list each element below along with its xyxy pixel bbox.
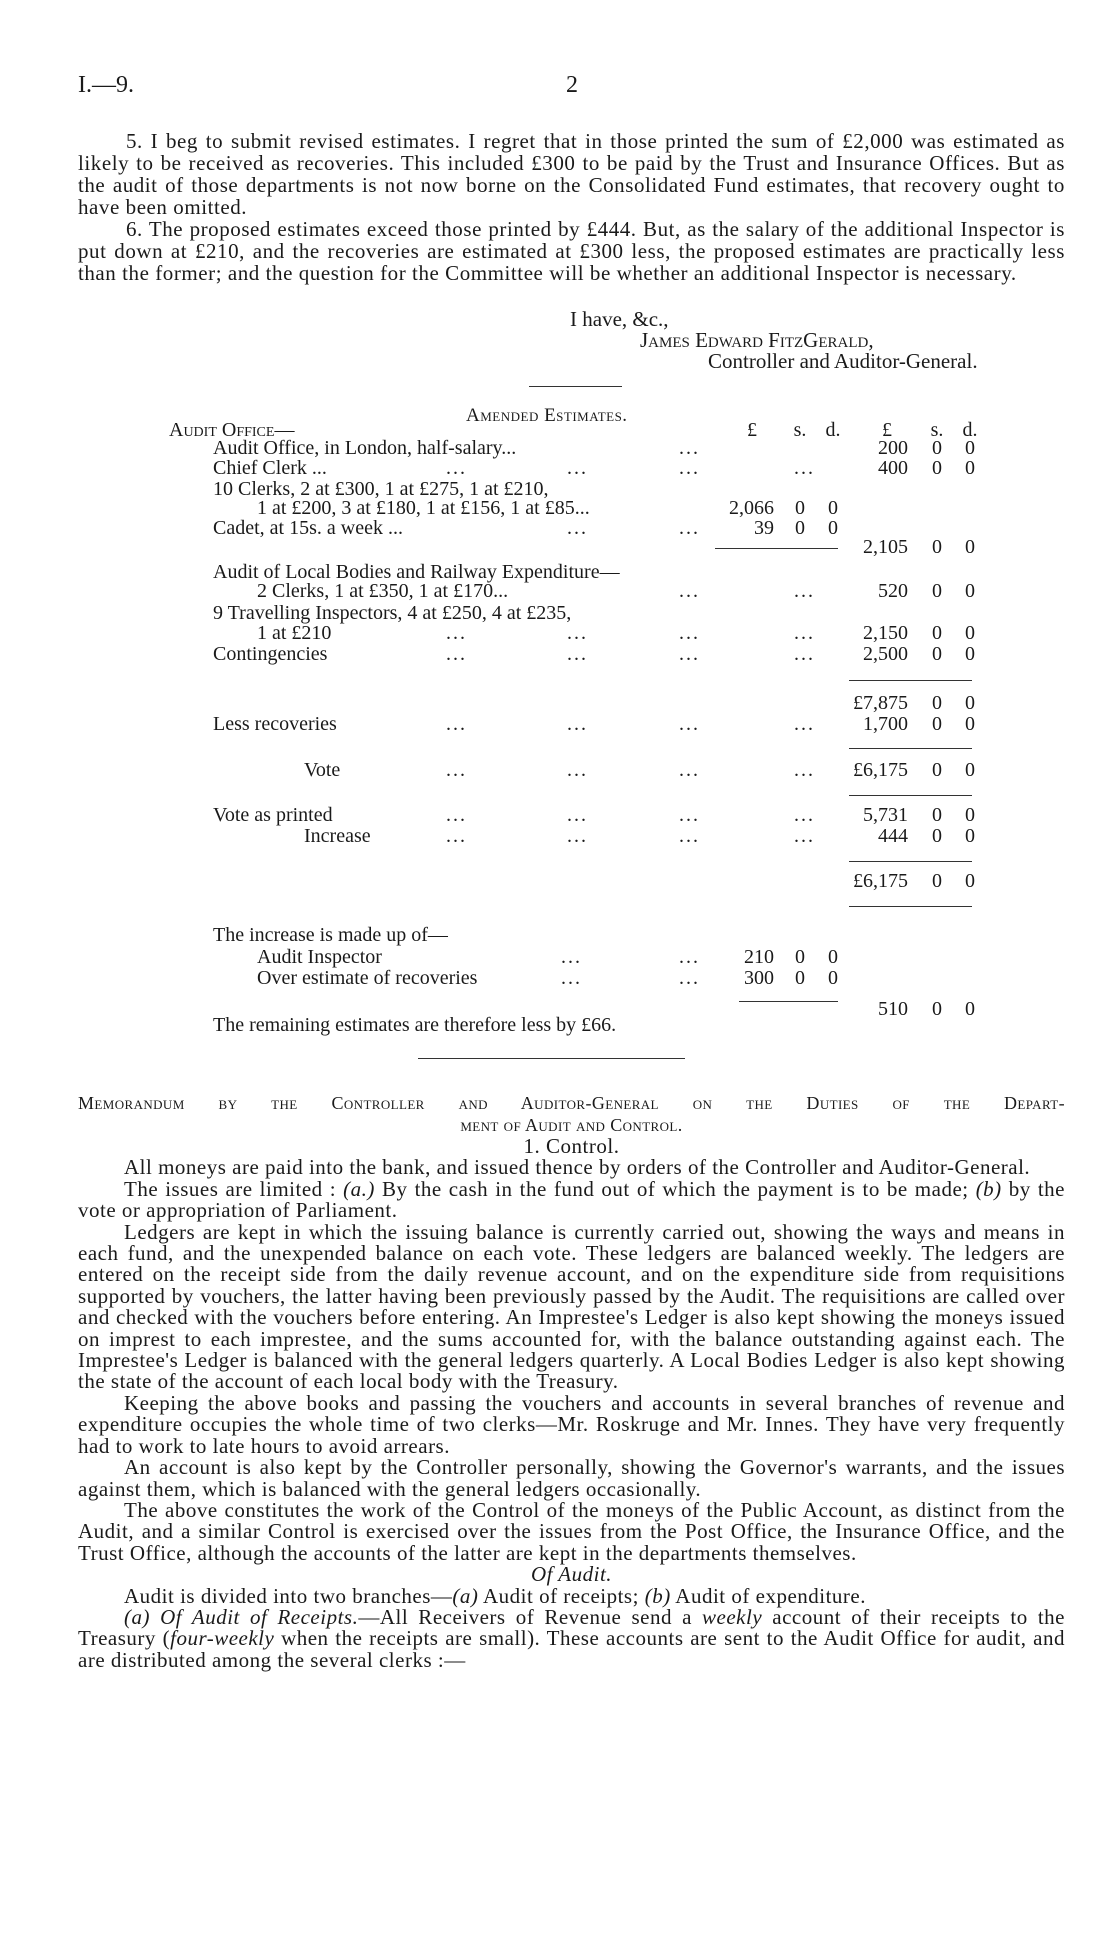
leader-dots: ... — [567, 713, 588, 735]
row-label: Audit Inspector — [257, 946, 382, 968]
leader-dots: ... — [794, 713, 815, 735]
table-row — [0, 438, 1114, 459]
table-row — [0, 826, 1114, 847]
row-label: Less recoveries — [213, 713, 337, 735]
text: The issues are limited : — [124, 1176, 344, 1201]
leader-dots: ... — [446, 643, 467, 665]
signatory-name: James Edward FitzGerald, — [640, 328, 874, 352]
leader-dots: ... — [679, 825, 700, 847]
text: by the vote or appropriation of Parliament. — [78, 1176, 1065, 1223]
table-row — [0, 871, 1114, 892]
leader-dots: ... — [561, 967, 582, 989]
leader-dots: ... — [794, 643, 815, 665]
letter-body — [78, 130, 1065, 284]
amount-shillings-outer: 0 — [932, 692, 942, 714]
leader-dots: ... — [679, 580, 700, 602]
table-row — [0, 458, 1114, 479]
row-label: Chief Clerk ... — [213, 457, 327, 479]
table-row — [0, 562, 1114, 583]
subtotal-rule — [739, 1001, 838, 1002]
amount-pence-outer: 0 — [965, 536, 975, 558]
text: Ledgers are kept in which the issuing balance is currently carried out, showing the ways and means in each fund, and the unexpended balance on each vote. These ledgers are balanced weekly. The ledgers are entered on the receipt side from the daily revenue account, and on the expenditure side from requisitions supported by vouchers, the latter having been previously passed by the Audit. The requisitions are called over and checked with the vouchers before entering. An Imprestee's Ledger is also kept showing the moneys issued on imprest to each imprestee, and the sums accounted for, with the balance outstanding against each. The Imprestee's Ledger is balanced with the general ledgers quarterly. A Local Bodies Ledger is also kept showing the state of the account of each local body with the Treasury. — [78, 1219, 1065, 1394]
leader-dots: ... — [794, 622, 815, 644]
amount-pence-outer: 0 — [965, 692, 975, 714]
table-row — [0, 714, 1114, 735]
table-row — [0, 968, 1114, 989]
table-row — [0, 623, 1114, 644]
table-row — [0, 760, 1114, 781]
row-label: Increase — [304, 825, 371, 847]
row-label: 1 at £210 — [257, 622, 332, 644]
leader-dots: ... — [794, 457, 815, 479]
paragraph-5: 5. I beg to submit revised estimates. I regret that in those printed the sum of £2,000 was estimated as likely to be received as recoveries. This included £300 to be paid by the Trust and Insurance Offices. But as the audit of those departments is not now borne on the Consolidated Fund estimates, that recovery ought to have been omitted. — [78, 129, 1065, 219]
amount-pounds-outer: £6,175 — [853, 759, 908, 781]
row-label: 10 Clerks, 2 at £300, 1 at £275, 1 at £210, — [213, 478, 549, 500]
memorandum-paragraph — [78, 1219, 1065, 1394]
leader-dots: ... — [567, 759, 588, 781]
amount-pence-inner: 0 — [828, 497, 838, 519]
leader-dots: ... — [679, 437, 700, 459]
memorandum-paragraph — [78, 1457, 1065, 1500]
amount-pence-outer: 0 — [965, 759, 975, 781]
italic-text: Of Audit. — [530, 1562, 613, 1587]
amount-pounds-outer: 2,105 — [863, 536, 908, 558]
table-row — [0, 518, 1114, 539]
leader-dots: ... — [446, 457, 467, 479]
amount-pence-outer: 0 — [965, 580, 975, 602]
text: 1. Control. — [523, 1134, 620, 1158]
leader-dots: ... — [446, 622, 467, 644]
amount-pounds-outer: 520 — [878, 580, 908, 602]
row-label: 9 Travelling Inspectors, 4 at £250, 4 at £235, — [213, 602, 572, 624]
amount-pounds-inner: 210 — [744, 946, 774, 968]
closing: I have, &c., — [570, 307, 669, 331]
amount-pounds-inner: 39 — [754, 517, 774, 539]
leader-dots: ... — [679, 759, 700, 781]
italic-text: (a) — [452, 1583, 479, 1608]
italic-text: weekly — [702, 1604, 763, 1629]
memorandum-heading-line2: ment of Audit and Control. — [460, 1115, 683, 1135]
table-row — [0, 498, 1114, 519]
table-row — [0, 805, 1114, 826]
col-header-shillings-2: s. — [930, 419, 944, 441]
memorandum-heading-line1: Memorandum by the Controller and Auditor-General on the Duties of the Depart- — [78, 1093, 1065, 1113]
table-row — [0, 603, 1114, 624]
amount-shillings-inner: 0 — [795, 967, 805, 989]
italic-text: four-weekly — [170, 1626, 275, 1651]
amount-pounds-outer: 510 — [878, 998, 908, 1020]
row-label: Audit of Local Bodies and Railway Expenditure— — [213, 561, 620, 583]
text: An account is also kept by the Controller personally, showing the Governor's warrants, and the issues against them, which is balanced with the general ledgers occasionally. — [78, 1455, 1065, 1501]
col-header-pence-1: d. — [825, 419, 841, 441]
italic-text: (a.) — [343, 1176, 375, 1201]
text: Audit is divided into two branches— — [124, 1583, 453, 1608]
text: —All Receivers of Revenue send a — [358, 1604, 703, 1629]
leader-dots: ... — [567, 457, 588, 479]
amount-shillings-outer: 0 — [932, 804, 942, 826]
amount-pounds-inner: 300 — [744, 967, 774, 989]
amount-pence-inner: 0 — [828, 517, 838, 539]
amount-shillings-inner: 0 — [795, 517, 805, 539]
amount-pence-outer: 0 — [965, 643, 975, 665]
leader-dots: ... — [679, 622, 700, 644]
amount-pounds-inner: 2,066 — [729, 497, 774, 519]
amount-shillings-outer: 0 — [932, 580, 942, 602]
amount-pounds-outer: 1,700 — [863, 713, 908, 735]
divider — [529, 386, 622, 387]
leader-dots: ... — [567, 825, 588, 847]
amount-pence-outer: 0 — [965, 457, 975, 479]
amount-pence-outer: 0 — [965, 804, 975, 826]
text: Audit of receipts; — [478, 1583, 645, 1608]
row-label: Audit Office, in London, half-salary... — [213, 437, 517, 459]
row-label: Contingencies — [213, 643, 328, 665]
paragraph-6: 6. The proposed estimates exceed those printed by £444. But, as the salary of the additional Inspector is put down at £210, and the recoveries are estimated at £300 less, the proposed estimates are practically less than the former; and the question for the Committee will be whether an additional Inspector is necessary. — [78, 217, 1065, 285]
text: Keeping the above books and passing the vouchers and accounts in several branches of revenue and expenditure occupies the whole time of two clerks—Mr. Roskruge and Mr. Innes. They have very frequently had to work to late hours to avoid arrears. — [78, 1390, 1065, 1458]
leader-dots: ... — [679, 967, 700, 989]
amount-pence-outer: 0 — [965, 713, 975, 735]
leader-dots: ... — [794, 825, 815, 847]
amount-pounds-outer: £7,875 — [853, 692, 908, 714]
memorandum-paragraph — [78, 1604, 1066, 1672]
leader-dots: ... — [446, 759, 467, 781]
memorandum-paragraph — [78, 1176, 1065, 1223]
amount-shillings-outer: 0 — [932, 713, 942, 735]
row-label: The remaining estimates are therefore less by £66. — [213, 1014, 617, 1036]
italic-text: (b) — [644, 1583, 671, 1608]
row-label: Vote — [304, 759, 341, 781]
amount-pence-outer: 0 — [965, 998, 975, 1020]
amount-pence-outer: 0 — [965, 870, 975, 892]
amount-shillings-outer: 0 — [932, 457, 942, 479]
memorandum-heading — [78, 1093, 1065, 1137]
text: The above constitutes the work of the Control of the moneys of the Public Account, as distinct from the Audit, and a similar Control is exercised over the issues from the Post Office, the Insurance Office, and the Trust Office, although the accounts of the latter are kept in the departments themselves. — [78, 1497, 1065, 1565]
leader-dots: ... — [679, 643, 700, 665]
amount-pounds-outer: £6,175 — [853, 870, 908, 892]
table-row — [0, 644, 1114, 665]
estimates-title: Amended Estimates. — [466, 405, 628, 426]
text: By the cash in the fund out of which the payment is to be made; — [374, 1176, 976, 1201]
total-rule — [849, 906, 972, 907]
row-label: Vote as printed — [213, 804, 333, 826]
leader-dots: ... — [679, 946, 700, 968]
leader-dots: ... — [794, 804, 815, 826]
col-header-pence-2: d. — [962, 419, 978, 441]
table-row — [0, 947, 1114, 968]
memorandum-paragraph — [78, 1583, 1065, 1608]
amount-pounds-outer: 400 — [878, 457, 908, 479]
italic-text: (b) — [975, 1176, 1002, 1201]
memorandum-paragraph — [78, 1497, 1065, 1565]
amount-shillings-outer: 0 — [932, 622, 942, 644]
leader-dots: ... — [794, 759, 815, 781]
amount-pence-outer: 0 — [965, 437, 975, 459]
col-header-shillings-1: s. — [793, 419, 807, 441]
amount-shillings-outer: 0 — [932, 759, 942, 781]
leader-dots: ... — [561, 946, 582, 968]
amount-pounds-outer: 5,731 — [863, 804, 908, 826]
document-reference: I.—9. — [78, 72, 134, 98]
amount-shillings-outer: 0 — [932, 870, 942, 892]
leader-dots: ... — [679, 804, 700, 826]
table-row — [0, 1015, 1114, 1036]
amount-shillings-outer: 0 — [932, 437, 942, 459]
text: All moneys are paid into the bank, and issued thence by orders of the Controller and Auditor-General. — [124, 1155, 1031, 1180]
col-header-pounds-2: £ — [882, 419, 892, 441]
text: when the receipts are small). These accounts are sent to the Audit Office for audit, and are distributed among the several clerks :— — [78, 1626, 1066, 1672]
amount-pence-outer: 0 — [965, 825, 975, 847]
leader-dots: ... — [679, 517, 700, 539]
text: Audit of expenditure. — [670, 1583, 866, 1608]
amount-shillings-inner: 0 — [795, 946, 805, 968]
amount-shillings-outer: 0 — [932, 643, 942, 665]
table-row — [0, 537, 1114, 558]
table-row — [0, 693, 1114, 714]
section-heading — [78, 1136, 1065, 1157]
row-label: Over estimate of recoveries — [257, 967, 478, 989]
amount-shillings-outer: 0 — [932, 536, 942, 558]
text: account of their receipts to the Treasury ( — [78, 1604, 1065, 1651]
row-label: The increase is made up of— — [213, 924, 448, 946]
amount-pounds-outer: 200 — [878, 437, 908, 459]
col-header-pounds-1: £ — [747, 419, 757, 441]
total-rule — [849, 861, 972, 862]
row-label: Cadet, at 15s. a week ... — [213, 517, 403, 539]
row-label: 2 Clerks, 1 at £350, 1 at £170... — [257, 580, 509, 602]
amount-pounds-outer: 2,500 — [863, 643, 908, 665]
amount-pounds-outer: 2,150 — [863, 622, 908, 644]
memorandum-paragraph — [78, 1390, 1065, 1458]
leader-dots: ... — [679, 713, 700, 735]
amount-pence-inner: 0 — [828, 946, 838, 968]
leader-dots: ... — [679, 457, 700, 479]
amount-pence-outer: 0 — [965, 622, 975, 644]
leader-dots: ... — [567, 804, 588, 826]
amount-pounds-outer: 444 — [878, 825, 908, 847]
leader-dots: ... — [567, 643, 588, 665]
total-rule — [849, 680, 972, 681]
memorandum-paragraph — [78, 1157, 1065, 1178]
amount-shillings-outer: 0 — [932, 825, 942, 847]
leader-dots: ... — [567, 622, 588, 644]
row-label: 1 at £200, 3 at £180, 1 at £156, 1 at £85... — [257, 497, 590, 519]
signatory-title: Controller and Auditor-General. — [708, 349, 978, 373]
memorandum-body — [78, 1136, 1065, 1671]
page-number: 2 — [566, 72, 578, 98]
leader-dots: ... — [567, 517, 588, 539]
total-rule — [849, 748, 972, 749]
leader-dots: ... — [794, 580, 815, 602]
amount-shillings-inner: 0 — [795, 497, 805, 519]
section-label: Audit Office— — [169, 419, 295, 441]
amount-pence-inner: 0 — [828, 967, 838, 989]
amount-shillings-outer: 0 — [932, 998, 942, 1020]
italic-text: (a) Of Audit of Receipts. — [124, 1604, 359, 1629]
table-row — [0, 925, 1114, 946]
leader-dots: ... — [446, 825, 467, 847]
leader-dots: ... — [446, 804, 467, 826]
subtotal-rule — [715, 548, 838, 549]
total-rule — [849, 795, 972, 796]
section-heading — [78, 1564, 1065, 1585]
section-divider — [418, 1058, 685, 1059]
leader-dots: ... — [446, 713, 467, 735]
table-row — [0, 581, 1114, 602]
